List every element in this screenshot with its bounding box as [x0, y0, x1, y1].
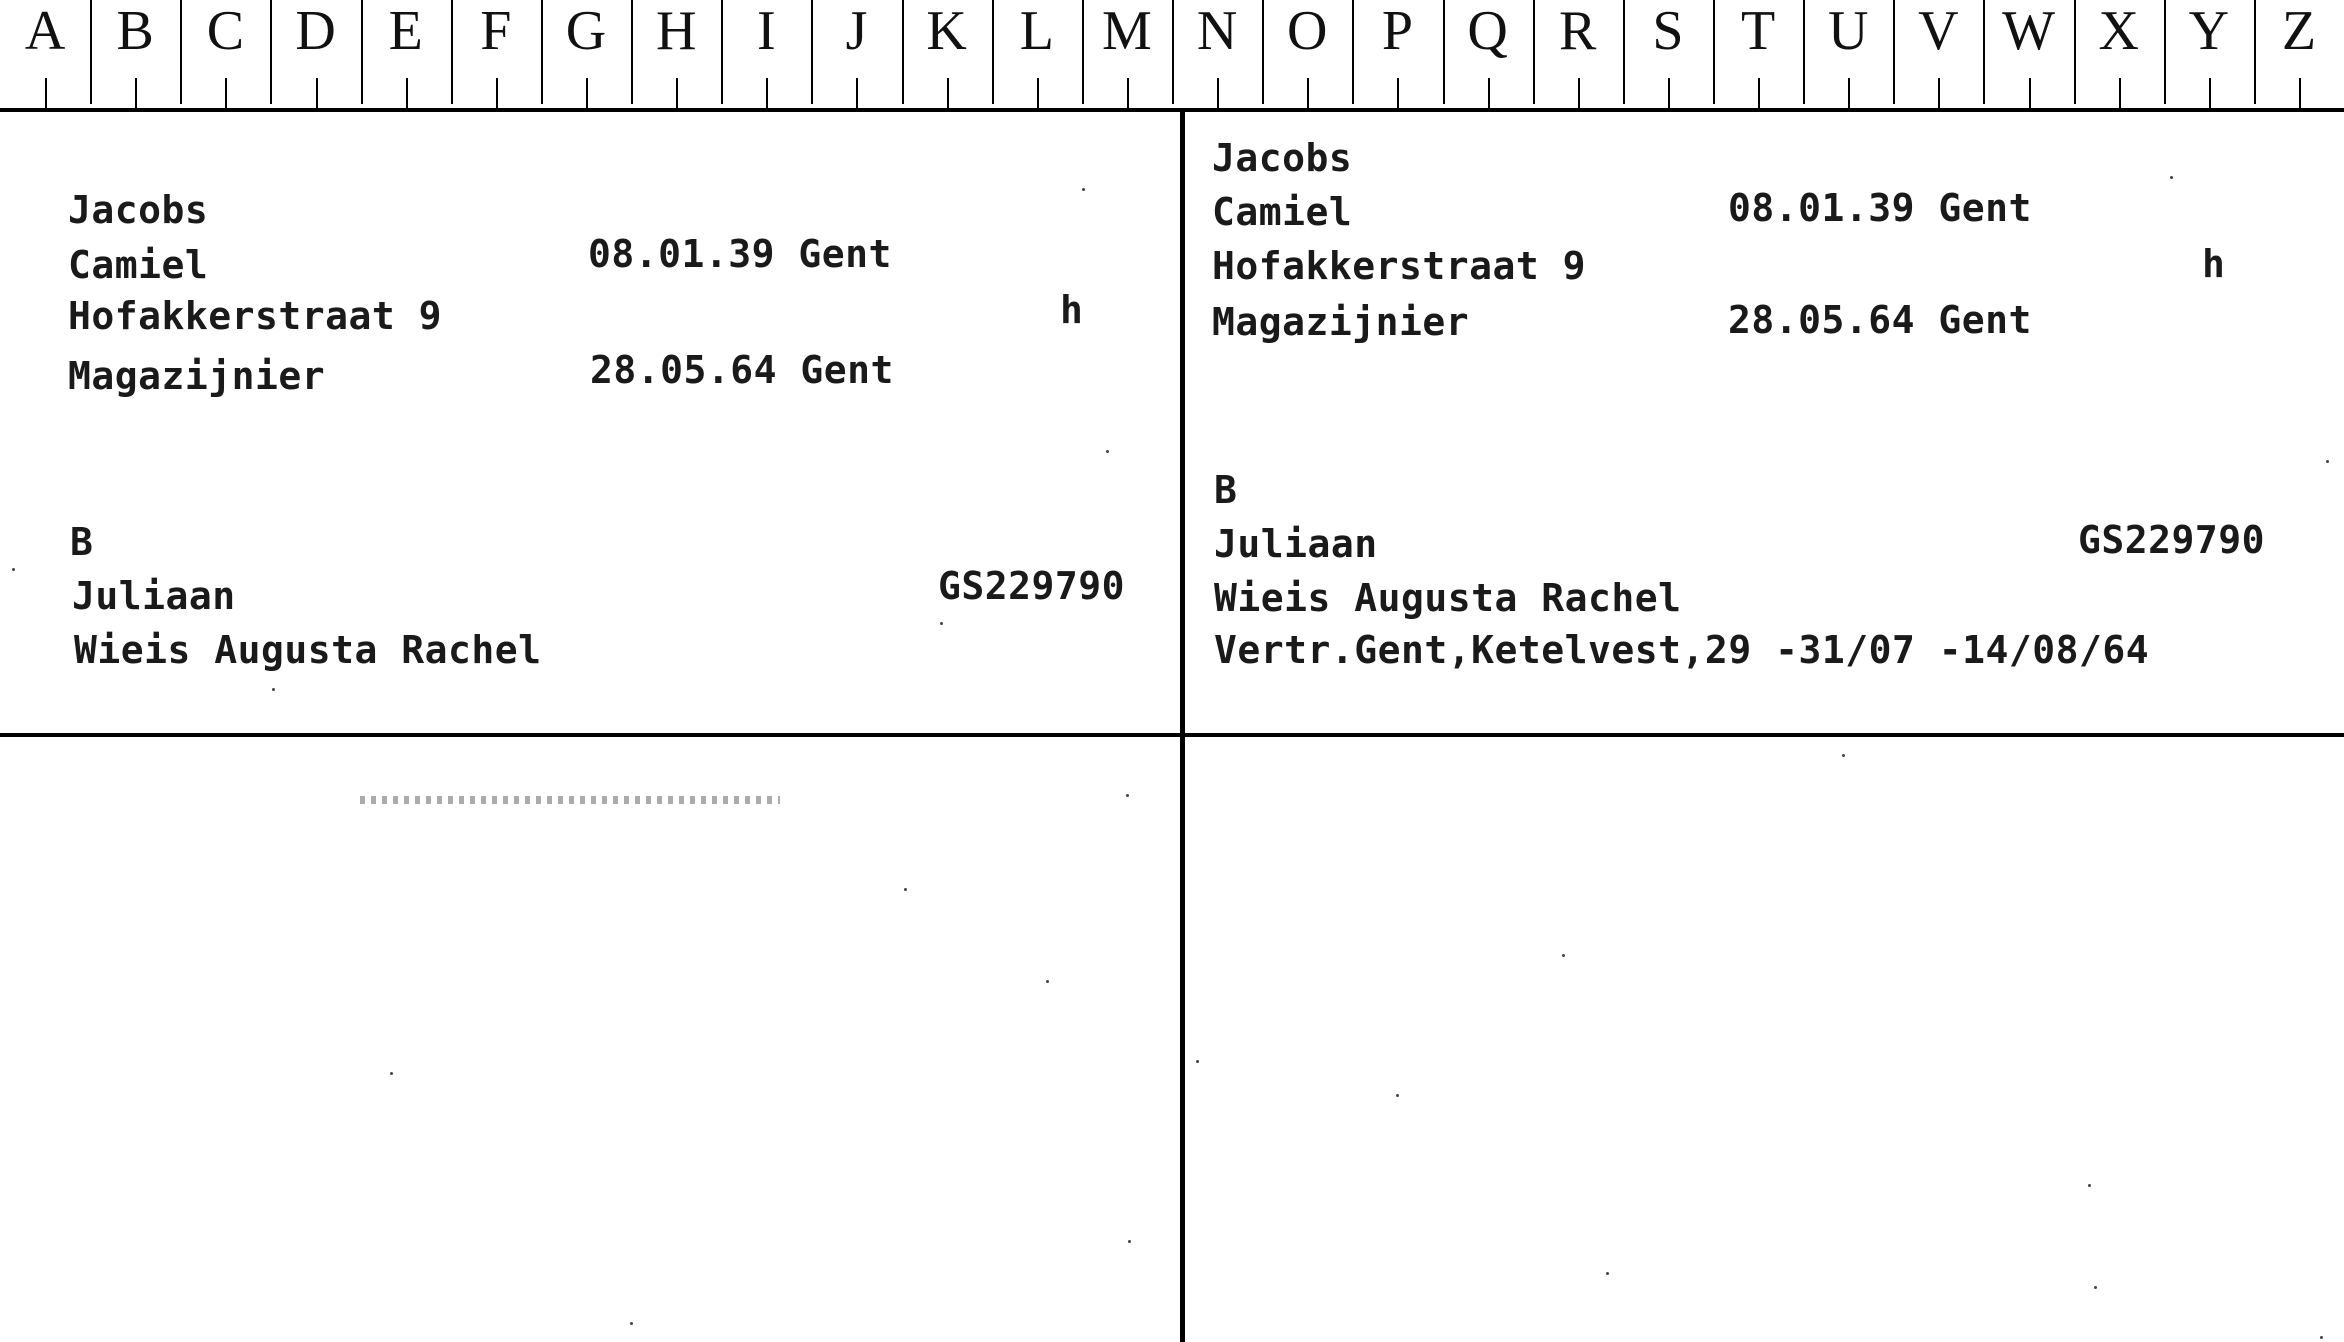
scan-speck	[1562, 954, 1565, 957]
right-surname: Jacobs	[1212, 136, 1353, 180]
scan-speck	[2170, 176, 2173, 179]
scan-speck	[1046, 980, 1049, 983]
alphabet-letter: K	[902, 0, 992, 108]
alphabet-letter: R	[1533, 0, 1623, 108]
scan-speck	[2326, 460, 2329, 463]
alphabet-letter: O	[1262, 0, 1352, 108]
scan-speck	[904, 888, 907, 891]
left-registration-date-place: 28.05.64 Gent	[590, 348, 894, 392]
left-marker: h	[1060, 288, 1084, 332]
alphabet-letter: T	[1713, 0, 1803, 108]
scan-speck	[1126, 794, 1129, 797]
alphabet-letter: U	[1803, 0, 1893, 108]
alphabet-letter: G	[541, 0, 631, 108]
alphabet-letter: C	[180, 0, 270, 108]
alphabet-letter: V	[1893, 0, 1983, 108]
scan-speck	[12, 568, 15, 571]
alphabet-letter: P	[1352, 0, 1442, 108]
scan-speck	[1196, 1060, 1199, 1063]
alphabet-letter: N	[1172, 0, 1262, 108]
alphabet-letter: D	[270, 0, 360, 108]
right-father-name: Juliaan	[1214, 522, 1378, 566]
scan-speck	[1082, 188, 1085, 191]
alphabet-letter: Y	[2164, 0, 2254, 108]
scan-speck	[2088, 1184, 2091, 1187]
left-mother-name: Wieis Augusta Rachel	[74, 628, 542, 672]
alphabet-letter: H	[631, 0, 721, 108]
alphabet-letter: A	[0, 0, 90, 108]
alphabet-letter: I	[721, 0, 811, 108]
scan-speck	[390, 1072, 393, 1075]
scan-speck	[272, 688, 275, 691]
right-mother-name: Wieis Augusta Rachel	[1214, 576, 1682, 620]
right-marker: h	[2202, 242, 2226, 286]
scan-speck	[1606, 1272, 1609, 1275]
alphabet-letter: X	[2074, 0, 2164, 108]
scan-speck	[1396, 1094, 1399, 1097]
left-address: Hofakkerstraat 9	[68, 294, 443, 338]
left-birth-date-place: 08.01.39 Gent	[588, 232, 892, 276]
alphabet-letter: S	[1623, 0, 1713, 108]
right-registration-date-place: 28.05.64 Gent	[1728, 298, 2032, 342]
scan-speck	[1842, 754, 1845, 757]
right-birth-date-place: 08.01.39 Gent	[1728, 186, 2032, 230]
alphabet-letter: F	[451, 0, 541, 108]
scan-smudge	[360, 796, 780, 804]
alphabet-letter: W	[1983, 0, 2073, 108]
alphabet-letter: B	[90, 0, 180, 108]
scan-speck	[2320, 1336, 2323, 1339]
left-first-name: Camiel	[68, 243, 209, 287]
scan-speck	[2094, 1286, 2097, 1289]
scan-speck	[1106, 450, 1109, 453]
alphabet-letter: Z	[2254, 0, 2344, 108]
left-surname: Jacobs	[68, 188, 209, 232]
right-code: B	[1214, 468, 1238, 512]
vertical-divider	[1180, 112, 1185, 1342]
right-address: Hofakkerstraat 9	[1212, 244, 1587, 288]
alphabet-letter: L	[992, 0, 1082, 108]
right-occupation: Magazijnier	[1212, 300, 1470, 344]
right-reference-number: GS229790	[2078, 518, 2266, 562]
horizontal-divider	[0, 733, 2344, 737]
alphabet-letter: Q	[1443, 0, 1533, 108]
right-departure-note: Vertr.Gent,Ketelvest,29 -31/07 -14/08/64	[1214, 628, 2150, 672]
alphabet-index-strip	[0, 0, 2344, 112]
alphabet-letter: E	[361, 0, 451, 108]
scan-speck	[1128, 1240, 1131, 1243]
right-first-name: Camiel	[1212, 190, 1353, 234]
scan-speck	[940, 622, 943, 625]
left-father-name: Juliaan	[72, 574, 236, 618]
alphabet-letter: J	[811, 0, 901, 108]
scan-speck	[630, 1322, 633, 1325]
left-reference-number: GS229790	[938, 564, 1126, 608]
left-code: B	[70, 520, 94, 564]
alphabet-letter: M	[1082, 0, 1172, 108]
left-occupation: Magazijnier	[68, 354, 326, 398]
